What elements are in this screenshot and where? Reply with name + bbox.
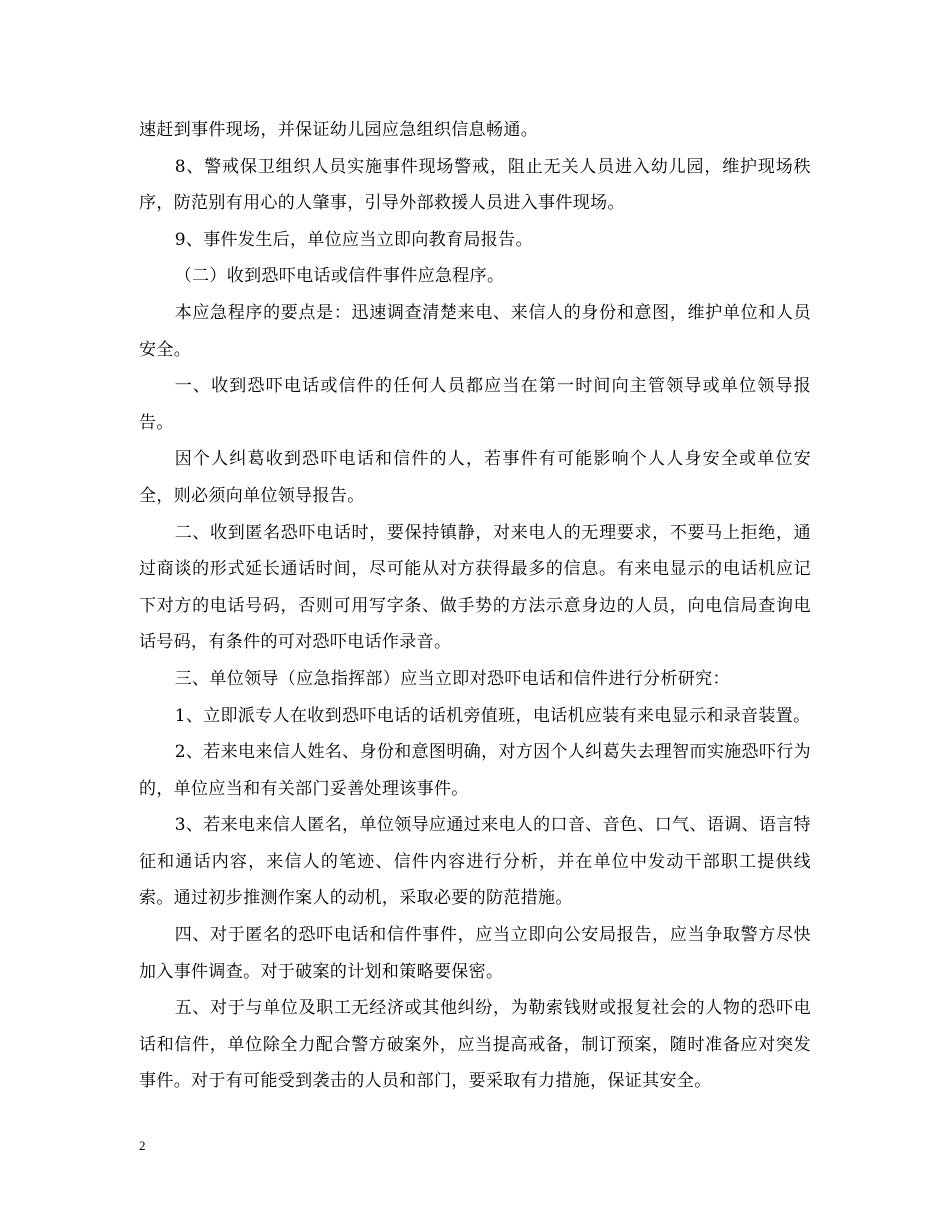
paragraph-item-8: 8、警戒保卫组织人员实施事件现场警戒，阻止无关人员进入幼儿园，维护现场秩序，防范别有用心的人肇事，引导外部救援人员进入事件现场。 xyxy=(139,156,811,214)
page-number: 2 xyxy=(139,1138,146,1153)
paragraph-step-5: 五、对于与单位及职工无经济或其他纠纷，为勒索钱财或报复社会的人物的恐吓电话和信件，单位除全力配合警方破案外，应当提高戒备，制订预案，随时准备应对突发事件。对于有可能受到袭击的人员和部门，要采取有力措施，保证其安全。 xyxy=(139,998,811,1092)
paragraph-sub-3: 3、若来电来信人匿名，单位领导应通过来电人的口音、音色、口气、语调、语言特征和通话内容，来信人的笔迹、信件内容进行分析，并在单位中发动干部职工提供线索。通过初步推测作案人的动机，采取必要的防范措施。 xyxy=(139,815,811,909)
document-body xyxy=(139,112,811,1100)
paragraph-continuation: 速赶到事件现场，并保证幼儿园应急组织信息畅通。 xyxy=(139,120,539,140)
paragraph-step-4: 四、对于匿名的恐吓电话和信件事件，应当立即向公安局报告，应当争取警方尽快加入事件调查。对于破案的计划和策略要保密。 xyxy=(139,925,811,982)
paragraph-step-1: 一、收到恐吓电话或信件的任何人员都应当在第一时间向主管领导或单位领导报告。 xyxy=(139,376,811,433)
paragraph-sub-2: 2、若来电来信人姓名、身份和意图明确，对方因个人纠葛失去理智而实施恐吓行为的，单位应当和有关部门妥善处理该事件。 xyxy=(139,742,811,799)
paragraph-step-3: 三、单位领导（应急指挥部）应当立即对恐吓电话和信件进行分析研究： xyxy=(174,668,730,689)
paragraph-step-2: 二、收到匿名恐吓电话时，要保持镇静，对来电人的无理要求，不要马上拒绝，通过商谈的形式延长通话时间，尽可能从对方获得最多的信息。有来电显示的电话机应记下对方的电话号码，否则可用写字条、做手势的方法示意身边的人员，向电信局查询电话号码，有条件的可对恐吓电话作录音。 xyxy=(139,522,811,653)
paragraph-sub-1: 1、立即派专人在收到恐吓电话的话机旁值班，电话机应装有来电显示和录音装置。 xyxy=(174,705,811,726)
section-heading: （二）收到恐吓电话或信件事件应急程序。 xyxy=(174,266,505,287)
paragraph-key-points: 本应急程序的要点是：迅速调查清楚来电、来信人的身份和意图，维护单位和人员安全。 xyxy=(139,302,811,360)
paragraph-personal-dispute: 因个人纠葛收到恐吓电话和信件的人，若事件有可能影响个人人身安全或单位安全，则必须向单位领导报告。 xyxy=(139,449,811,506)
paragraph-item-9: 9、事件发生后，单位应当立即向教育局报告。 xyxy=(174,229,533,250)
